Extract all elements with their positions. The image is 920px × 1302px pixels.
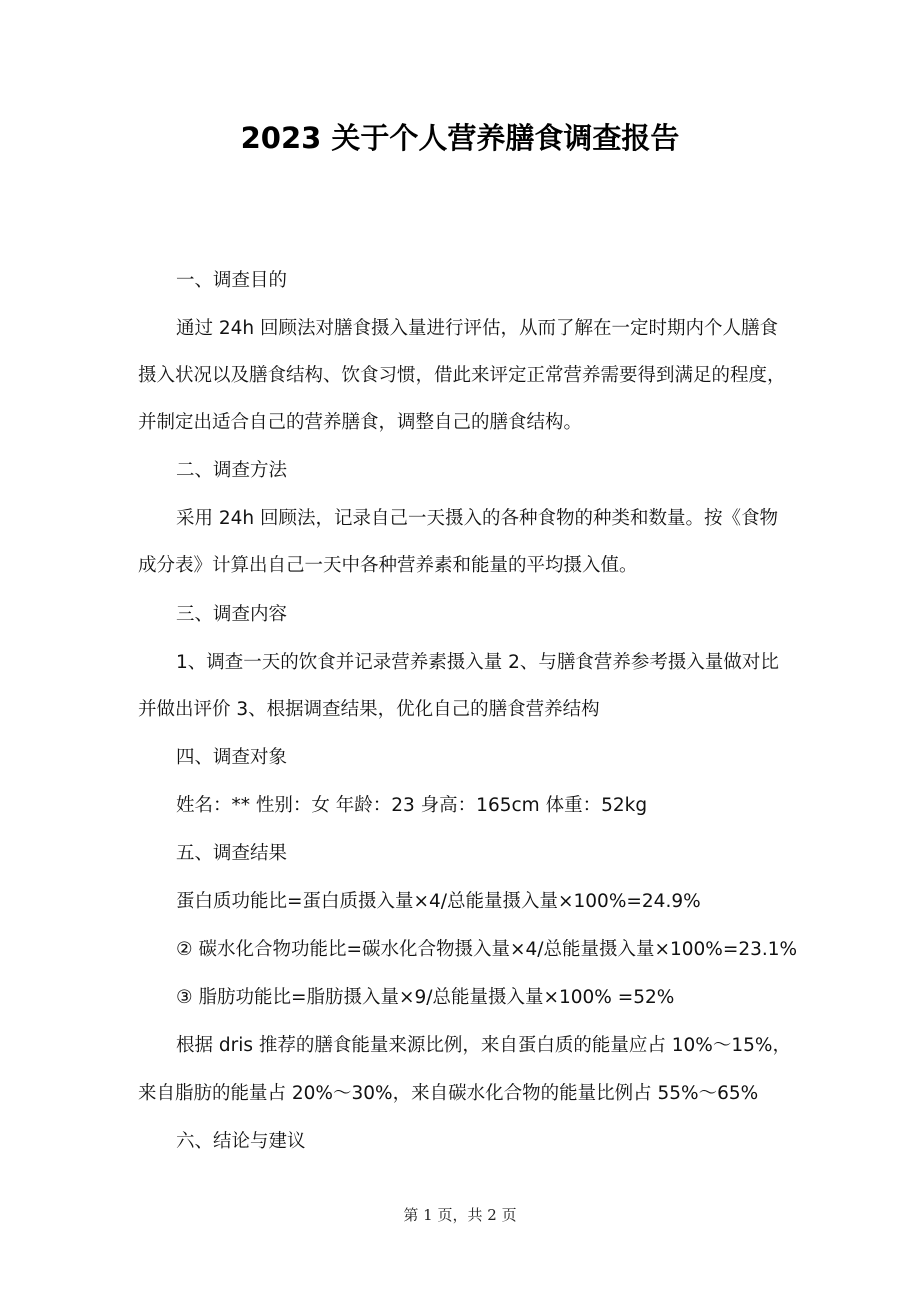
- document-title: 2023 关于个人营养膳食调查报告: [240, 121, 680, 155]
- result-fat-ratio: ③ 脂肪功能比=脂肪摄入量×9/总能量摄入量×100% =52%: [176, 987, 675, 1008]
- paragraph-line: 成分表》计算出自己一天中各种营养素和能量的平均摄入值。: [138, 555, 638, 576]
- paragraph-line: 来自脂肪的能量占 20%～30%，来自碳水化合物的能量比例占 55%～65%: [138, 1083, 759, 1104]
- section-heading-purpose: 一、调查目的: [176, 270, 288, 291]
- paragraph-line: 并做出评价 3、根据调查结果，优化自己的膳食营养结构: [138, 699, 600, 720]
- page-footer: 第 1 页，共 2 页: [403, 1206, 517, 1224]
- section-heading-subject: 四、调查对象: [176, 747, 288, 768]
- section-heading-content: 三、调查内容: [176, 604, 288, 625]
- subject-info-line: 姓名：** 性别：女 年龄：23 身高：165cm 体重：52kg: [176, 795, 648, 816]
- paragraph-line: 摄入状况以及膳食结构、饮食习惯，借此来评定正常营养需要得到满足的程度，: [138, 365, 786, 386]
- section-heading-conclusion: 六、结论与建议: [176, 1131, 306, 1152]
- result-protein-ratio: 蛋白质功能比=蛋白质摄入量×4/总能量摄入量×100%=24.9%: [176, 891, 701, 912]
- section-heading-method: 二、调查方法: [176, 460, 288, 481]
- paragraph-line: 根据 dris 推荐的膳食能量来源比例，来自蛋白质的能量应占 10%～15%，: [176, 1035, 792, 1056]
- paragraph-line: 1、调查一天的饮食并记录营养素摄入量 2、与膳食营养参考摄入量做对比: [176, 652, 779, 673]
- paragraph-line: 通过 24h 回顾法对膳食摄入量进行评估，从而了解在一定时期内个人膳食: [176, 318, 779, 339]
- section-heading-results: 五、调查结果: [176, 843, 288, 864]
- result-carb-ratio: ② 碳水化合物功能比=碳水化合物摄入量×4/总能量摄入量×100%=23.1%: [176, 939, 798, 960]
- paragraph-line: 采用 24h 回顾法，记录自己一天摄入的各种食物的种类和数量。按《食物: [176, 508, 779, 529]
- paragraph-line: 并制定出适合自己的营养膳食，调整自己的膳食结构。: [138, 412, 583, 433]
